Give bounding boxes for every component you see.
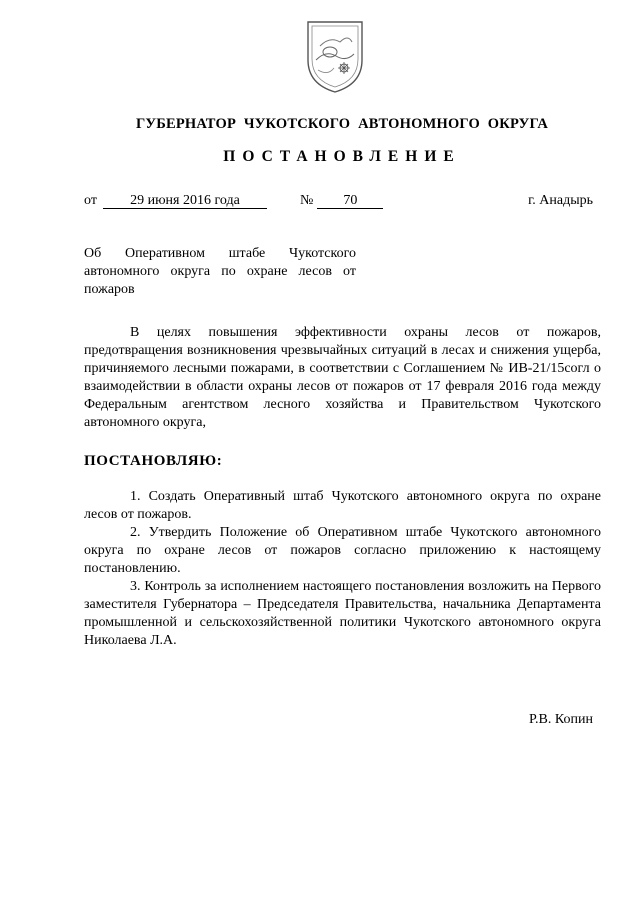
decree-item: 3. Контроль за исполнением настоящего постановления возложить на Первого заместителя Губернатора – Председателя Правительства, начальника Департамента промышленной и сельскохозяйственной политики Чукотского автономного округа Николаева Л.А. — [84, 579, 601, 648]
decree-items — [84, 488, 601, 650]
date-prefix: от — [84, 193, 97, 208]
decree-item: 1. Создать Оперативный штаб Чукотского автономного округа по охране лесов от пожаров. — [84, 489, 601, 522]
decree-item: 2. Утвердить Положение об Оперативном штабе Чукотского автономного округа по охране лесов от пожаров согласно приложению к настоящему постановлению. — [84, 525, 601, 576]
issuer-title: ГУБЕРНАТОР ЧУКОТСКОГО АВТОНОМНОГО ОКРУГА — [135, 116, 549, 132]
decree-heading: ПОСТАНОВЛЯЮ: — [84, 453, 223, 469]
number-prefix: № — [300, 193, 314, 208]
signatory-name: Р.В. Копин — [529, 712, 593, 727]
document-number — [300, 192, 383, 210]
document-place: г. Анадырь — [528, 193, 593, 208]
coat-of-arms-icon — [300, 16, 370, 96]
document-subject: Об Оперативном штабе Чукотского автономного округа по охране лесов от пожаров — [84, 246, 356, 297]
number-value: 70 — [317, 193, 383, 209]
document-date — [84, 192, 267, 210]
preamble-paragraph: В целях повышения эффективности охраны лесов от пожаров, предотвращения возникновения чрезвычайных ситуаций в лесах и снижения ущерба, причиняемого лесными пожарами, в соответствии с Соглашением № ИВ-21/15согл о взаимодействии в области охраны лесов от пожаров от 17 февраля 2016 года между Федеральным агентством лесного хозяйства и Правительством Чукотского автономного округа, — [84, 325, 601, 430]
document-type: ПОСТАНОВЛЕНИЕ — [223, 148, 461, 165]
date-value: 29 июня 2016 года — [103, 193, 267, 209]
